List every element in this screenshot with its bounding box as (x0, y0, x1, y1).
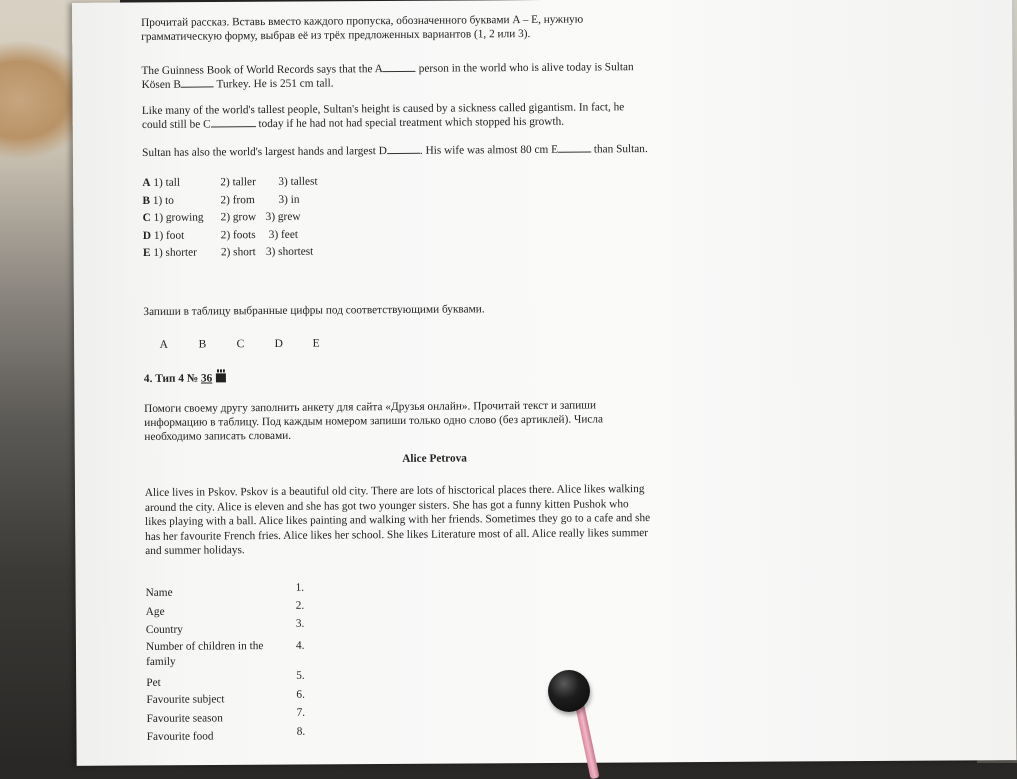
blank-a (383, 62, 416, 72)
option-2: 2) taller (220, 176, 256, 189)
questionnaire-form (146, 577, 727, 752)
text-line: has her favourite French fries. Alice likes her school. She likes Literature most of all. Alice really likes summer (145, 526, 649, 543)
answer-letter-a: A (159, 338, 169, 351)
blank-b (181, 77, 214, 87)
task-type: Тип 4 № (155, 372, 199, 385)
option-1: 1) tall (153, 176, 181, 189)
blank-c (211, 117, 256, 127)
story-text: Like many of the world's tallest people, Sultan's height is caused by a sickness called gigantism. In fact, he (141, 101, 625, 117)
instruction (141, 11, 721, 44)
option-2: 2) foots (220, 228, 256, 241)
option-2: 2) grow (220, 211, 257, 224)
form-field-1[interactable]: 1. (295, 581, 305, 594)
form-field-7[interactable]: 7. (296, 706, 306, 719)
options-list (142, 171, 723, 266)
form-label-age: Age (145, 605, 165, 618)
option-row-d (142, 228, 299, 242)
story-text: The Guinness Book of World Records says that the A (141, 63, 383, 77)
table-instruction: Запиши в таблицу выбранные цифры под соответствующими буквами. (143, 303, 485, 318)
form-field-5[interactable]: 5. (296, 669, 305, 682)
answer-letter-e: E (312, 337, 320, 350)
form-field-2[interactable]: 2. (295, 599, 305, 612)
task-instruction-line: необходимо записать словами. (144, 429, 292, 443)
video-icon[interactable] (216, 373, 226, 382)
option-letter: D (142, 229, 152, 242)
story-text: could still be C (141, 118, 211, 131)
blank-e (558, 142, 591, 152)
story-text: today if he had not had special treatment which stopped his growth. (255, 115, 565, 131)
form-label-name: Name (145, 586, 173, 599)
alice-text (145, 481, 726, 558)
option-3: 3) in (278, 193, 300, 206)
option-1: 1) to (152, 194, 174, 207)
task-4-instruction (144, 397, 724, 444)
blank-d (387, 144, 420, 154)
text-line: and summer holidays. (145, 544, 245, 557)
story-paragraph-1 (141, 59, 721, 92)
story-text: Turkey. He is 251 cm tall. (213, 77, 334, 91)
story-text: than Sultan. (590, 143, 648, 156)
option-row-c (142, 210, 301, 225)
option-1: 1) foot (153, 229, 185, 242)
story-text: Kösen B (141, 78, 181, 91)
story-paragraph-2 (142, 99, 722, 132)
instruction-line-1: Прочитай рассказ. Вставь вместо каждого пропуска, обозначенного буквами A – E, нужную (141, 13, 584, 29)
option-3: 3) feet (268, 228, 299, 241)
form-field-4[interactable]: 4. (295, 639, 305, 652)
instruction-line-2: грамматическую форму, выбрав её из трёх предложенных вариантов (1, 2 или 3). (141, 27, 531, 43)
option-letter: B (142, 194, 151, 207)
pointer-pin-head (548, 670, 590, 712)
task-instruction-line: информацию в таблицу. Под каждым номером запиши только одно слово (без артиклей). Числа (144, 413, 604, 429)
form-label-season: Favourite season (146, 712, 223, 725)
option-letter: A (142, 176, 151, 189)
option-row-a (142, 175, 318, 190)
text-title: Alice Petrova (402, 452, 467, 465)
text-line: likes playing with a ball. Alice likes painting and walking with her friends. Sometimes they go to a cafe and she (144, 512, 651, 528)
option-2: 2) from (220, 193, 255, 206)
form-field-8[interactable]: 8. (296, 725, 306, 738)
story-text: person in the world who is alive today is Sultan (415, 61, 634, 75)
form-label-pet: Pet (146, 676, 161, 689)
task-number: 4. (143, 372, 153, 385)
answer-letter-b: B (198, 338, 207, 351)
form-label-subject: Favourite subject (146, 693, 225, 706)
option-row-e (142, 245, 314, 260)
option-1: 1) growing (153, 211, 204, 224)
option-letter: C (142, 211, 151, 224)
option-1: 1) shorter (153, 246, 197, 259)
task-id-link[interactable]: 36 (200, 372, 213, 385)
option-3: 3) tallest (278, 175, 318, 188)
task-instruction-line: Помоги своему другу заполнить анкету для сайта «Друзья онлайн». Прочитай текст и запиши (144, 399, 597, 415)
option-3: 3) grew (265, 210, 301, 224)
option-3: 3) shortest (265, 245, 314, 259)
option-letter: E (142, 246, 151, 259)
form-field-3[interactable]: 3. (295, 617, 305, 630)
answer-letter-c: C (236, 338, 245, 351)
text-line: around the city. Alice is eleven and she has got two younger sisters. She has got a funny kitten Pushok who (144, 497, 629, 514)
story-text: . His wife was almost 80 cm E (419, 143, 559, 157)
option-row-b (142, 193, 300, 207)
form-label-country: Country (145, 623, 183, 636)
form-label-food: Favourite food (146, 730, 214, 743)
answer-letter-d: D (274, 337, 284, 350)
form-label-children: Number of children in the family (145, 640, 264, 668)
option-2: 2) short (220, 246, 256, 259)
text-line: Alice lives in Pskov. Pskov is a beautiful old city. There are lots of hisctorical places there. Alice likes walking (144, 483, 645, 499)
form-field-6[interactable]: 6. (296, 688, 305, 701)
story-text: Sultan has also the world's largest hands and largest D (142, 145, 387, 159)
